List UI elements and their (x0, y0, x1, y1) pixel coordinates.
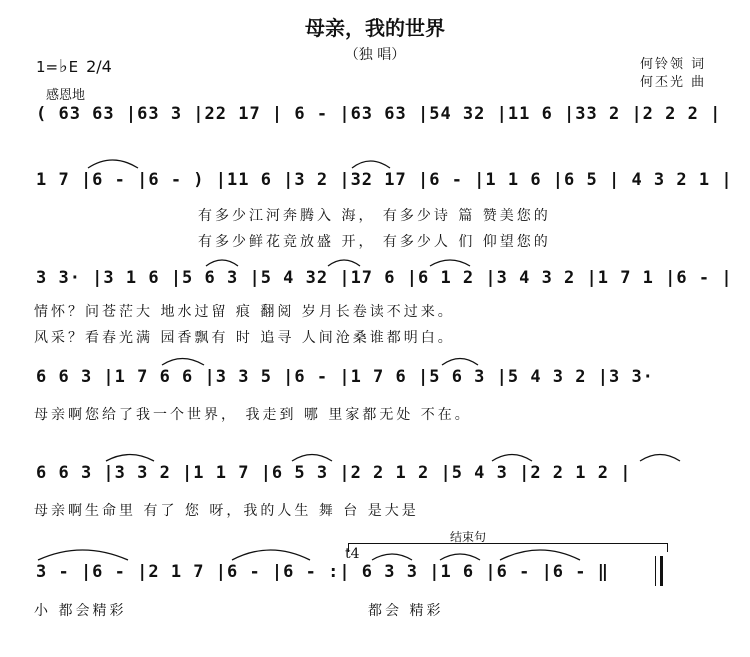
ending-label: 结束句 (450, 530, 487, 544)
ending-mark: t4 (345, 546, 360, 562)
key-prefix: 1= (36, 58, 59, 76)
slur-arc (232, 550, 310, 560)
slur-arc (328, 260, 360, 266)
song-title: 母亲，我的世界 (305, 16, 445, 40)
lyrics-line-6-a: 小 都会精彩 (34, 603, 127, 619)
slur-arc (352, 161, 390, 168)
final-barline-thick (660, 556, 663, 586)
slur-arc (292, 455, 332, 462)
performance-type: （独 唱） (344, 47, 406, 63)
time-signature: 2/4 (86, 57, 112, 76)
slur-arc (440, 554, 480, 560)
lyrics-line-4: 母亲啊您给了我一个世界， 我走到 哪 里家都无处 不在。 (34, 407, 472, 423)
lyricist-credit: 何铃领 词 (640, 57, 707, 72)
slur-arc (640, 455, 680, 462)
slur-arc (442, 359, 478, 366)
lyrics-line-3-verse-2: 风采？看春光满 园香飘有 时 追寻 人间沧桑谁都明白。 (34, 330, 455, 346)
lyrics-line-3-verse-1: 情怀？问苍茫大 地水过留 痕 翻阅 岁月长卷读不过来。 (34, 304, 455, 320)
lyrics-line-5: 母亲啊生命里 有了 您 呀，我的人生 舞 台 是大是 (34, 503, 419, 519)
final-barline-thin (655, 556, 656, 586)
slur-arc (106, 455, 154, 462)
notation-line-3: 3 3· |3 1 6 |5 6 3 |5 4 32 |17 6 |6 1 2 |3 4 3 2 |1 7 1 |6 - | (36, 268, 733, 288)
lyrics-line-6-b: 都会 精彩 (368, 603, 444, 619)
slur-arc (500, 550, 580, 560)
key-note: E (68, 58, 79, 76)
notation-line-6: 3 - |6 - |2 1 7 |6 - |6 - :| 6 3 3 |1 6 |6 - |6 - ‖ (36, 562, 609, 582)
composer-credit: 何丕光 曲 (640, 75, 707, 90)
notation-line-2: 1 7 |6 - |6 - ) |11 6 |3 2 |32 17 |6 - |1 1 6 |6 5 | 4 3 2 1 | (36, 170, 733, 190)
slur-arc (88, 160, 138, 168)
notation-line-5: 6 6 3 |3 3 2 |1 1 7 |6 5 3 |2 2 1 2 |5 4 3 |2 2 1 2 | (36, 463, 632, 483)
notation-line-1: ( 63 63 |63 3 |22 17 | 6 - |63 63 |54 32 |11 6 |33 2 |2 2 2 | (36, 104, 722, 124)
lyrics-line-2-verse-2: 有多少鲜花竞放盛 开， 有多少人 们 仰望您的 (198, 234, 551, 250)
slur-arc (206, 260, 238, 266)
slur-arc (38, 550, 128, 560)
slur-arc (430, 260, 470, 266)
slur-arc (492, 455, 532, 462)
slur-arc (372, 554, 412, 560)
flat-sign-icon: ♭ (59, 56, 68, 77)
tempo-marking: 感恩地 (46, 88, 86, 103)
lyrics-line-2-verse-1: 有多少江河奔腾入 海， 有多少诗 篇 赞美您的 (198, 208, 551, 224)
slur-arc (162, 359, 204, 366)
notation-line-4: 6 6 3 |1 7 6 6 |3 3 5 |6 - |1 7 6 |5 6 3 |5 4 3 2 |3 3· (36, 367, 654, 387)
